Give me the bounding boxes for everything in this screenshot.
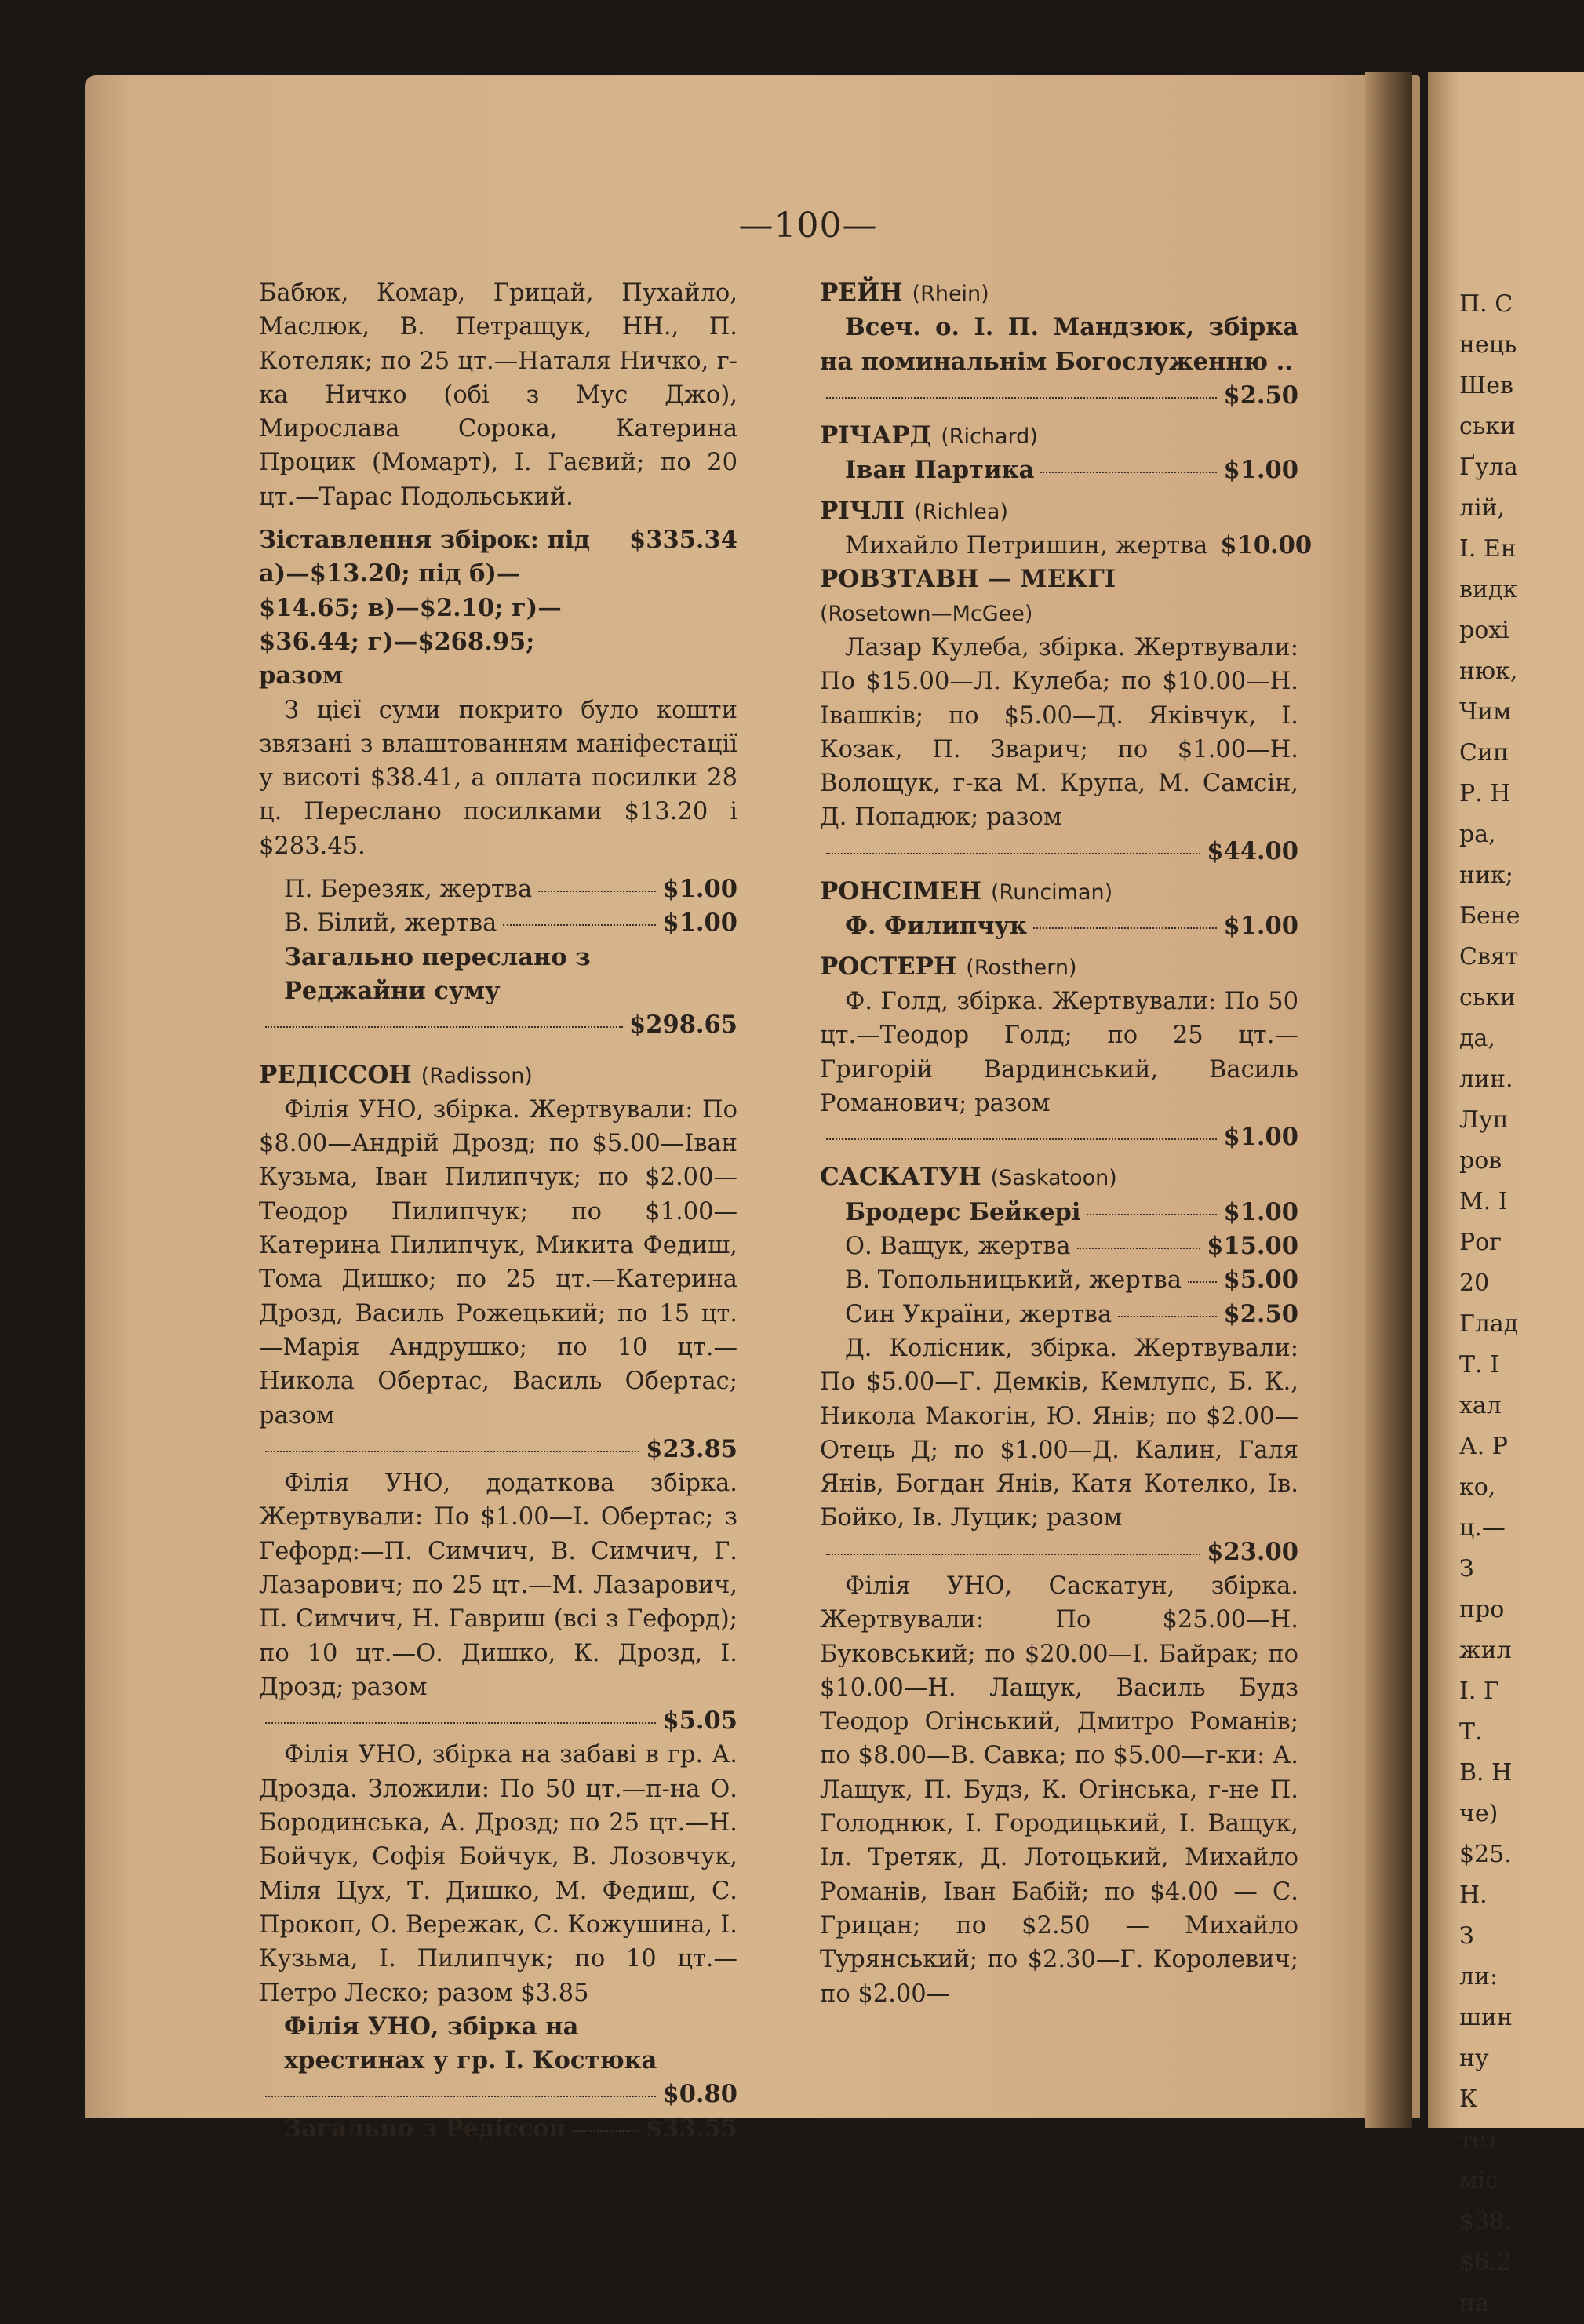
note-paragraph: З цієї суми покрито було кошти звязані з влаштованням маніфестації у висоті $38.41, а оплата посилки 28 ц. Переслано посилками $13.20 і $283.45.	[259, 696, 737, 860]
next-page-fragment: ник;	[1459, 861, 1513, 889]
saskatoon-row-4	[820, 1298, 1298, 1331]
donation-amount: $5.00	[1223, 1266, 1298, 1295]
leader-dots	[826, 1138, 1217, 1140]
rosetown-text: Лазар Кулеба, збірка. Жертвували: По $15.00—Л. Кулеба; по $10.00—Н. Івашків; по $5.00—Д. Яківчук, І. Козак, П. Зварич; по $1.00—Н. Волощук, г-ка М. Крупа, М. Самсін, Д. Попадюк; разом	[820, 633, 1298, 832]
next-page-fragment: $38.	[1459, 2208, 1512, 2235]
donation-label: П. Березяк, жертва	[284, 876, 533, 904]
summary-row	[259, 523, 737, 693]
rosetown-latin: (Rosetown—McGee)	[820, 601, 1033, 626]
leader-dots	[265, 1722, 656, 1724]
rosthern-amount-row	[820, 1120, 1298, 1154]
richard-amount: $1.00	[1223, 456, 1298, 485]
next-page-fragment: ськи	[1459, 413, 1516, 440]
leader-dots	[826, 1554, 1200, 1555]
regina-total-amount: $298.65	[629, 1011, 737, 1040]
leader-dots	[1077, 1248, 1201, 1249]
section-heading-runciman: РОНСІМЕН (Runciman)	[820, 877, 1113, 906]
next-page-fragment: Бене	[1459, 902, 1520, 930]
section-heading-radisson: РЕДІССОН (Radisson)	[259, 1060, 533, 1089]
summary-total: $335.34	[629, 526, 737, 555]
next-page-fragment: ц.—	[1459, 1514, 1506, 1542]
next-page-fragment: М. І	[1459, 1188, 1508, 1215]
leader-dots	[265, 1026, 623, 1028]
radisson-paragraph-2: Філія УНО, додаткова збірка. Жертвували: По $1.00—І. Обертас; з Гефорд:—П. Симчич, В. Симчич, Г. Лазарович; по 25 цт.—М. Лазарович, П. Симчич, Н. Гавриш (всі з Гефорд); по 10 цт.—О. Дишко, К. Дрозд, І. Дрозд; разом	[259, 1470, 737, 1701]
donation-amount: $1.00	[662, 875, 737, 904]
runciman-row	[820, 909, 1298, 943]
next-page-fragment: З	[1459, 1555, 1474, 1583]
donation-row-berezyak	[259, 872, 737, 906]
next-page-fragment: нець	[1459, 331, 1517, 359]
page-number: —100—	[738, 206, 878, 246]
section-heading-rosetown: РОВЗТАВН — МЕКГІ	[820, 565, 1116, 594]
next-page-fragment: Луп	[1459, 1106, 1509, 1134]
saskatoon-uno-text: Філія УНО, Саскатун, збірка. Жертвували: По $25.00—Н. Буковський; по $20.00—І. Байрак; по $10.00—Н. Лащук, Василь Будз Теодор Огінський, Дмитро Романів; по $8.00—В. Савка; по $5.00—г-ки: А. Лащук, П. Будз, К. Огінська, г-не П. Голоднюк, І. Городицький, І. Ващук, Іл. Третяк, Д. Лотоцький, Михайло Романів, Іван Бабій; по $4.00 — С. Грицан; по $2.50 — Михайло Турянський; по $2.30—Г. Королевич; по $2.00—	[820, 1572, 1298, 2008]
next-page-fragment: Т.	[1459, 1718, 1483, 1746]
next-page-fragment: Сип	[1459, 739, 1509, 767]
next-page-fragment: лій,	[1459, 494, 1506, 522]
next-page-fragment: Чим	[1459, 698, 1512, 726]
next-page-fragment: І. Ен	[1459, 535, 1517, 563]
donation-label: Син України, жертва	[845, 1300, 1112, 1328]
radisson-amount-1: $23.85	[646, 1434, 737, 1463]
leader-dots	[538, 891, 656, 892]
next-page-fragment: тет	[1459, 2126, 1499, 2154]
section-heading-saskatoon: САСКАТУН (Saskatoon)	[820, 1163, 1117, 1192]
next-page-fragment: Ґула	[1459, 454, 1518, 481]
section-heading-rhein: РЕЙН (Rhein)	[820, 279, 989, 307]
regina-total-row	[259, 941, 737, 1009]
next-page-fragment: Н.	[1459, 1881, 1488, 1909]
next-page-fragment: ну	[1459, 2045, 1489, 2072]
next-page-fragment: нюк,	[1459, 657, 1518, 685]
next-page-edge	[1428, 72, 1584, 2317]
donation-label: В. Білий, жертва	[284, 909, 497, 938]
next-page-fragment: К	[1459, 2085, 1478, 2113]
right-column	[820, 276, 1313, 2011]
leader-dots	[265, 1451, 639, 1452]
radisson-paragraph-3: Філія УНО, збірка на забаві в гр. А. Дрозда. Зложили: По 50 цт.—п-на О. Бородинська, А. Дрозд; по 25 цт.—Н. Бойчук, Софія Бойчук, В. Лозовчук, Міля Цух, Т. Дишко, М. Федиш, С. Прокоп, О. Вережак, С. Кожушина, І. Кузьма, І. Пилипчук; по 10 цт.—Петро Леско; разом $3.85	[259, 1741, 737, 2007]
section-heading-richard: РІЧАРД (Richard)	[820, 421, 1038, 450]
next-page-fragment: видк	[1459, 576, 1518, 603]
next-page-fragment: П. С	[1459, 290, 1513, 318]
richlea-row	[820, 529, 1313, 563]
next-page-fragment: че)	[1459, 1800, 1498, 1827]
intro-paragraph: Бабюк, Комар, Грицай, Пухайло, Маслюк, В. Петращук, НН., П. Котеляк; по 25 цт.—Наталя Ничко, г-ка Ничко (обі з Мус Джо), Мирослава Сорока, Катерина Процик (Момарт), І. Гаєвий; по 20 цт.—Тарас Подольський.	[259, 279, 737, 511]
radisson-amount-1-row	[259, 1433, 737, 1466]
next-page-fragment: Рог	[1459, 1229, 1502, 1256]
next-page-fragment: 20	[1459, 1269, 1490, 1297]
next-page-fragment: жил	[1459, 1637, 1512, 1664]
leader-dots	[503, 924, 656, 926]
runciman-amount: $1.00	[1223, 912, 1298, 941]
next-page-fragment: І. Г	[1459, 1677, 1499, 1705]
next-page-fragment: ськи	[1459, 984, 1516, 1011]
leader-dots	[1188, 1281, 1217, 1283]
next-page-fragment: Глад	[1459, 1310, 1519, 1338]
next-page-fragment: шин	[1459, 2004, 1513, 2031]
leader-dots	[826, 853, 1200, 854]
next-page-fragment: А. Р	[1459, 1433, 1508, 1460]
next-page-fragment: лин.	[1459, 1065, 1513, 1093]
book-spine-fold	[1365, 72, 1412, 2128]
leader-dots	[573, 2130, 639, 2132]
runciman-entry: Ф. Филипчук	[845, 912, 1028, 941]
leader-dots	[826, 397, 1217, 399]
section-heading-richlea: РІЧЛІ (Richlea)	[820, 496, 1008, 525]
saskatoon-row-2	[820, 1229, 1298, 1263]
kolisnyk-amount: $23.00	[1207, 1537, 1298, 1566]
radisson-amount-2-row	[259, 1704, 737, 1738]
radisson-paragraph-1: Філія УНО, збірка. Жертвували: По $8.00—Андрій Дрозд; по $5.00—Іван Кузьма, Іван Пилипчук; по $2.00—Теодор Пилипчук; по $1.00—Катерина Пилипчук, Микита Федиш, Тома Дишко; по 25 цт.—Катерина Дрозд, Василь Рожецький; по 15 цт.—Марія Андрушко; по 10 цт.—Никола Обертас, Василь Обертас; разом	[259, 1095, 737, 1430]
radisson-amount-2: $5.05	[662, 1707, 737, 1736]
next-page-fragment: ко,	[1459, 1473, 1496, 1501]
leader-dots	[265, 2096, 656, 2097]
rosthern-text: Ф. Голд, збірка. Жертвували: По 50 цт.—Теодор Голд; по 25 цт.—Григорій Вардинський, Василь Романович; разом	[820, 987, 1298, 1117]
rhein-amount-row	[820, 379, 1298, 413]
leader-dots	[1118, 1316, 1217, 1317]
next-page-fragment: на	[1459, 2289, 1489, 2317]
next-page-fragment: хал	[1459, 1392, 1502, 1419]
left-column	[259, 276, 737, 2146]
next-page-fragment: ра,	[1459, 821, 1496, 848]
rosetown-amount: $44.00	[1207, 836, 1298, 865]
kolisnyk-text: Д. Колісник, збірка. Жертвували: По $5.00—Г. Демків, Кемлупс, Б. К., Никола Макогін, Ю. Янів; по $2.00—Отець Д; по $1.00—Д. Калин, Галя Янів, Богдан Янів, Катя Котелко, Ів. Бойко, Ів. Луцик; разом	[820, 1334, 1298, 1532]
donation-amount: $15.00	[1207, 1232, 1298, 1261]
donation-amount: $1.00	[1223, 1197, 1298, 1226]
saskatoon-row-3	[820, 1263, 1298, 1297]
radisson-christening-label: Філія УНО, збірка на хрестинах у гр. І. Костюка	[284, 2012, 657, 2075]
donation-label: О. Ващук, жертва	[845, 1233, 1071, 1261]
radisson-total-row	[259, 2112, 737, 2146]
saskatoon-row-1	[820, 1196, 1298, 1229]
rosetown-amount-row	[820, 835, 1298, 869]
next-page-fragment: про	[1459, 1596, 1505, 1623]
kolisnyk-amount-row	[820, 1535, 1298, 1569]
richard-row	[820, 454, 1298, 487]
section-heading-rosthern: РОСТЕРН (Rosthern)	[820, 952, 1077, 981]
regina-total-amount-row	[259, 1008, 737, 1042]
donation-amount: $2.50	[1223, 1299, 1298, 1328]
radisson-christening-row	[259, 2010, 737, 2078]
leader-dots	[1087, 1214, 1217, 1215]
next-page-fragment: ли:	[1459, 1963, 1498, 1991]
donation-amount: $1.00	[662, 909, 737, 938]
donation-label: Бродерс Бейкері	[845, 1197, 1081, 1226]
donation-label: В. Топольницький, жертва	[845, 1266, 1182, 1295]
richlea-amount: $10.00	[1220, 531, 1313, 560]
next-page-top-margin	[1428, 72, 1584, 284]
radisson-christening-amount: $0.80	[662, 2080, 737, 2109]
next-page-fragment: З	[1459, 1922, 1474, 1950]
next-page-fragment: Р. Н	[1459, 780, 1511, 807]
leader-dots	[1033, 927, 1217, 929]
leader-dots	[1040, 472, 1217, 473]
richlea-entry: Михайло Петришин, жертва	[845, 532, 1208, 560]
next-page-fragment: Т. І	[1459, 1351, 1499, 1379]
next-page-fragment: Шев	[1459, 372, 1513, 399]
next-page-fragment: да,	[1459, 1025, 1495, 1052]
next-page-fragment: $25.	[1459, 1841, 1512, 1868]
donation-row-bilyi	[259, 906, 737, 940]
radisson-total-amount: $33.55	[646, 2114, 737, 2143]
summary-text: Зіставлення збірок: під а)—$13.20; під б)—$14.65; в)—$2.10; г)—$36.44; г)—$268.95; разом	[259, 526, 590, 690]
next-page-fragment: Свят	[1459, 943, 1519, 971]
next-page-fragment: міс	[1459, 2167, 1498, 2195]
next-page-fragment: ров	[1459, 1147, 1502, 1175]
regina-total-label: Загально переслано з Реджайни суму	[284, 942, 591, 1005]
rhein-amount: $2.50	[1223, 381, 1298, 410]
next-page-fragment: $6.2	[1459, 2249, 1512, 2276]
radisson-total-label: Загально з Редіссон	[284, 2114, 566, 2143]
rosthern-amount: $1.00	[1223, 1123, 1298, 1152]
next-page-fragment: В. Н	[1459, 1759, 1513, 1787]
radisson-christening-amount-row	[259, 2078, 737, 2111]
next-page-fragment: рохі	[1459, 617, 1509, 644]
richard-entry: Іван Партика	[845, 456, 1035, 485]
rhein-text: Всеч. о. І. П. Мандзюк, збірка на поминальнім Богослуженню ..	[820, 313, 1298, 376]
